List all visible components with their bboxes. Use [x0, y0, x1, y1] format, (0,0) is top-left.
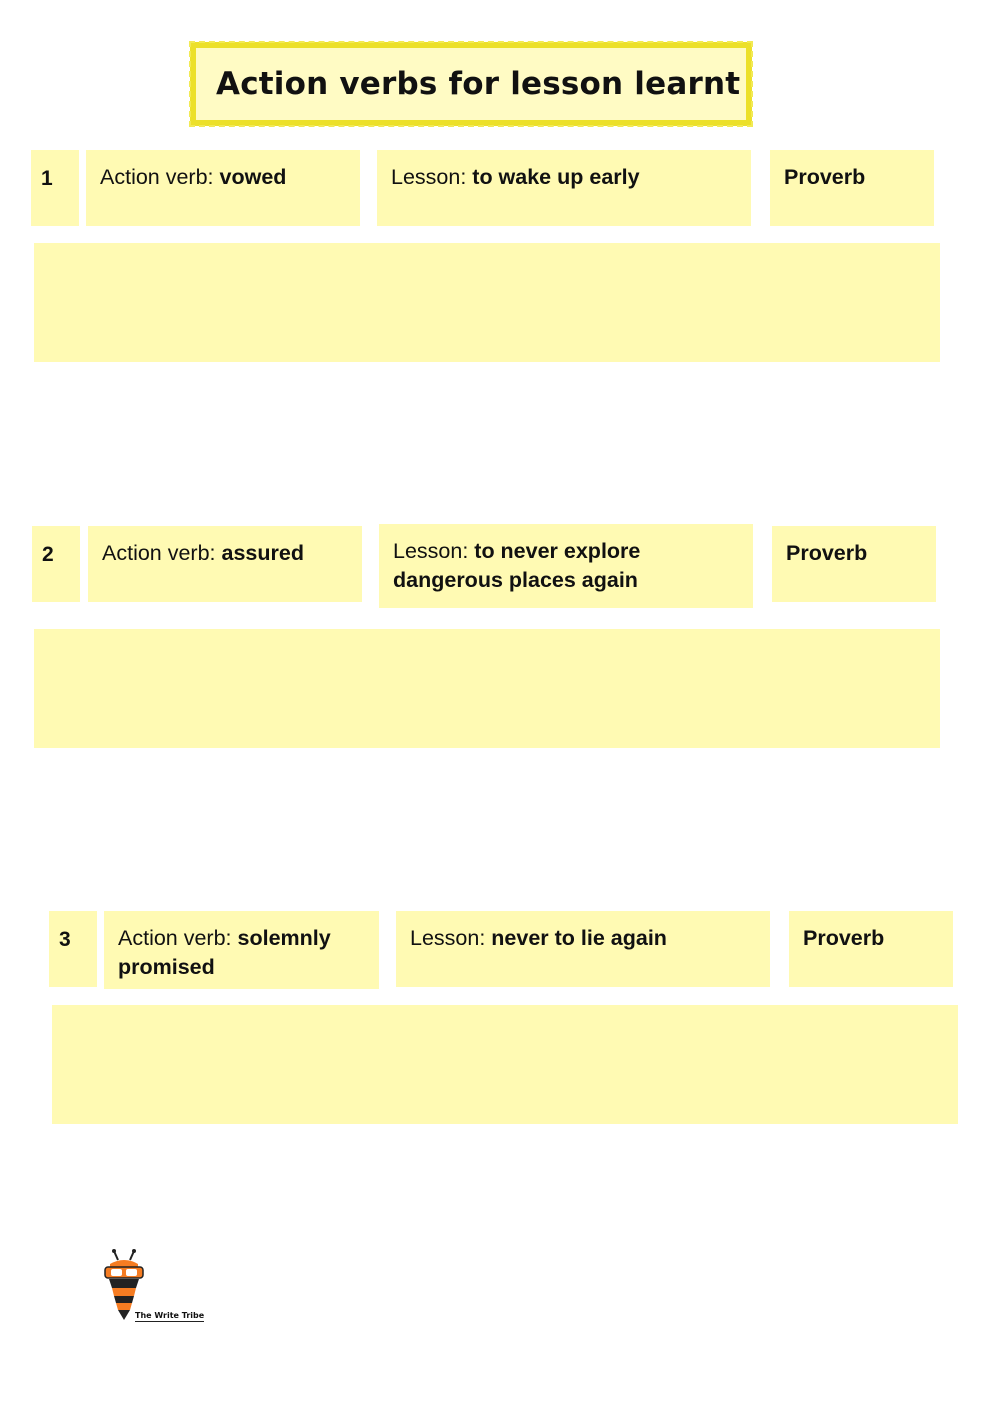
- row-2-number: 2: [32, 526, 80, 602]
- row-1-answer-box[interactable]: [34, 243, 940, 362]
- action-verb-label: Action verb:: [102, 541, 222, 565]
- lesson-label: Lesson:: [391, 165, 473, 189]
- row-3-proverb: [789, 911, 953, 987]
- lesson-label: Lesson:: [410, 926, 492, 950]
- row-1-number: 1: [31, 150, 79, 226]
- proverb-label: Proverb: [803, 926, 885, 950]
- row-2-action-verb: [88, 526, 362, 602]
- proverb-label: Proverb: [784, 165, 866, 189]
- action-verb-value: vowed: [219, 165, 287, 189]
- row-3-number: 3: [49, 911, 97, 987]
- worksheet-title-box: [190, 42, 752, 126]
- lesson-value: to wake up early: [472, 165, 640, 189]
- row-2-lesson: [379, 524, 753, 608]
- row-1-proverb: [770, 150, 934, 226]
- row-3-answer-box[interactable]: [52, 1005, 958, 1124]
- action-verb-value: assured: [221, 541, 304, 565]
- row-2-answer-box[interactable]: [34, 629, 940, 748]
- row-1-lesson: [377, 150, 751, 226]
- lesson-value: to never explore dangerous places again: [393, 539, 641, 592]
- lesson-label: Lesson:: [393, 539, 475, 563]
- logo-caption: The Write Tribe: [135, 1311, 205, 1320]
- row-3-action-verb: [104, 911, 379, 989]
- worksheet-title: Action verbs for lesson learnt: [216, 66, 741, 102]
- action-verb-label: Action verb:: [118, 926, 238, 950]
- lesson-value: never to lie again: [491, 926, 667, 950]
- proverb-label: Proverb: [786, 541, 868, 565]
- action-verb-value: solemnly promised: [118, 926, 331, 979]
- action-verb-label: Action verb:: [100, 165, 220, 189]
- row-3-lesson: [396, 911, 770, 987]
- row-1-action-verb: [86, 150, 360, 226]
- row-2-proverb: [772, 526, 936, 602]
